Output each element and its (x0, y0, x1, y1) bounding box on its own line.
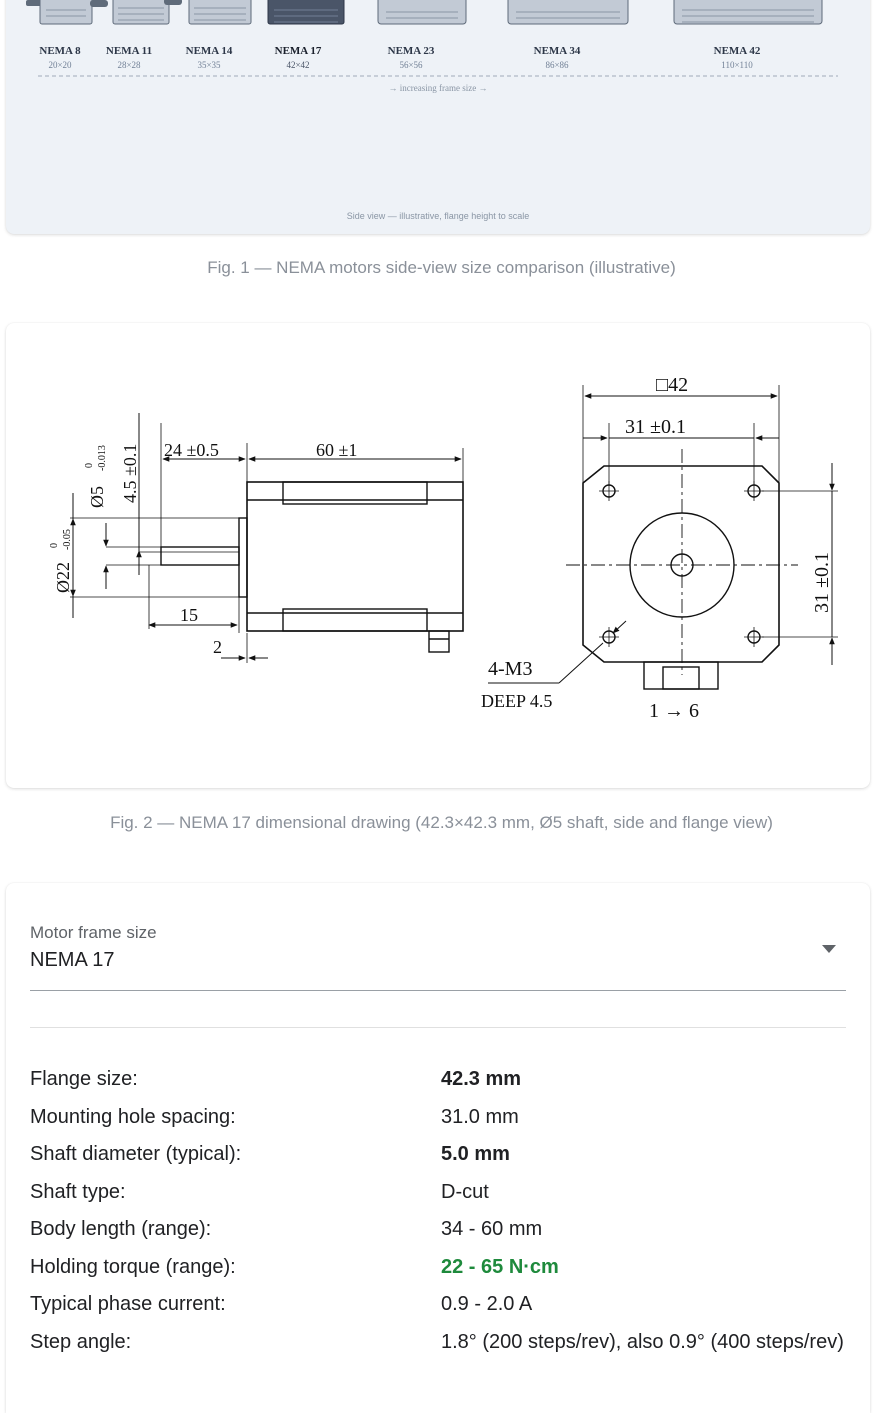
motor-nema-14 (164, 0, 251, 24)
dim-15: 15 (180, 605, 198, 625)
motor-dims: 28×28 (117, 60, 141, 70)
select-label: Motor frame size (30, 923, 157, 942)
dim-31-top: 31 ±0.1 (625, 416, 686, 438)
figure-1-caption: Fig. 1 — NEMA motors side-view size comparison (illustrative) (207, 258, 676, 277)
spec-value: 31.0 mm (441, 1105, 519, 1128)
motor-dims: 35×35 (197, 60, 221, 70)
spec-row-step-angle (30, 1327, 846, 1358)
motor-label: NEMA 34 (533, 45, 581, 57)
spec-row-body-length (30, 1214, 846, 1245)
motor-dims: 42×42 (286, 60, 310, 70)
motor-dims: 56×56 (399, 60, 423, 70)
select-value[interactable]: NEMA 17 (30, 949, 115, 971)
motor-nema-23 (378, 0, 466, 24)
motor-nema-34 (508, 0, 628, 24)
motor-label: NEMA 42 (713, 45, 761, 57)
axis-label: → increasing frame size → (388, 83, 488, 93)
size-comparison-illustration (6, 0, 870, 234)
spec-key: Flange size: (30, 1068, 138, 1090)
pins-label: 1 → 6 (649, 700, 699, 722)
spec-row-flange-size (30, 1064, 846, 1095)
motor-label: NEMA 23 (387, 45, 435, 57)
spec-key: Typical phase current: (30, 1293, 226, 1315)
spec-key: Shaft type: (30, 1180, 126, 1203)
illustration-footnote: Side view — illustrative, flange height to scale (346, 211, 530, 221)
spec-list (30, 1064, 846, 1364)
depth-label: DEEP 4.5 (481, 691, 553, 711)
dim-shaft-flat: 4.5 ±0.1 (120, 443, 140, 503)
screw-label: 4-M3 (488, 658, 533, 680)
size-comparison-card (6, 0, 870, 234)
dimensional-drawing-card (6, 323, 870, 788)
side-view (49, 413, 463, 663)
motor-spec-card (6, 883, 870, 1413)
spec-key: Shaft diameter (typical): (30, 1143, 242, 1165)
dim-square-42: □42 (656, 374, 689, 396)
spec-row-shaft-type (30, 1177, 846, 1208)
spec-value: 42.3 mm (441, 1068, 522, 1090)
dim-phi5: Ø5 (87, 486, 107, 508)
dim-phi22-tol-top: 0 (49, 543, 60, 548)
spec-value: D-cut (441, 1180, 489, 1203)
dim-24: 24 ±0.5 (164, 440, 219, 460)
section-divider (30, 1027, 846, 1028)
dim-phi5-tol-bot: -0.013 (97, 445, 108, 471)
spec-value: 0.9 - 2.0 A (441, 1293, 533, 1315)
dim-phi22: Ø22 (53, 562, 73, 593)
dim-phi5-tol-top: 0 (84, 463, 95, 468)
motor-dims: 110×110 (721, 60, 753, 70)
spec-value: 34 - 60 mm (441, 1218, 543, 1240)
spec-key: Step angle: (30, 1330, 132, 1353)
motor-label-selected: NEMA 17 (274, 45, 322, 57)
spec-key: Body length (range): (30, 1218, 212, 1240)
motor-label: NEMA 8 (39, 45, 81, 57)
spec-key: Holding torque (range): (30, 1255, 236, 1278)
dim-60: 60 ±1 (316, 440, 358, 460)
spec-row-holding-torque (30, 1252, 846, 1283)
motor-label: NEMA 14 (185, 45, 233, 57)
flange-view (481, 374, 838, 722)
spec-value: 1.8° (200 steps/rev), also 0.9° (400 steps/rev) (441, 1330, 844, 1353)
motor-dims: 86×86 (545, 60, 569, 70)
chevron-down-icon[interactable] (822, 945, 836, 953)
dim-phi22-tol-bot: -0.05 (62, 529, 73, 550)
motor-dims: 20×20 (48, 60, 72, 70)
spec-row-mounting-hole-spacing (30, 1102, 846, 1133)
motor-nema-8 (26, 0, 92, 24)
figure-2-caption: Fig. 2 — NEMA 17 dimensional drawing (42.3×42.3 mm, Ø5 shaft, side and flange view) (110, 813, 773, 832)
motor-label: NEMA 11 (105, 45, 153, 57)
select-underline (30, 990, 846, 991)
motor-nema-42 (674, 0, 822, 24)
dim-31-side: 31 ±0.1 (811, 552, 833, 613)
motor-nema-17 (268, 0, 344, 24)
spec-key: Mounting hole spacing: (30, 1105, 236, 1128)
motor-nema-11 (90, 0, 169, 24)
nema17-dimensional-drawing (6, 323, 870, 788)
spec-row-phase-current (30, 1289, 846, 1320)
frame-size-select[interactable] (6, 883, 870, 995)
spec-row-shaft-diameter (30, 1139, 846, 1170)
spec-value: 22 - 65 N·cm (441, 1255, 559, 1278)
spec-value: 5.0 mm (441, 1143, 510, 1165)
dim-2: 2 (213, 637, 222, 657)
